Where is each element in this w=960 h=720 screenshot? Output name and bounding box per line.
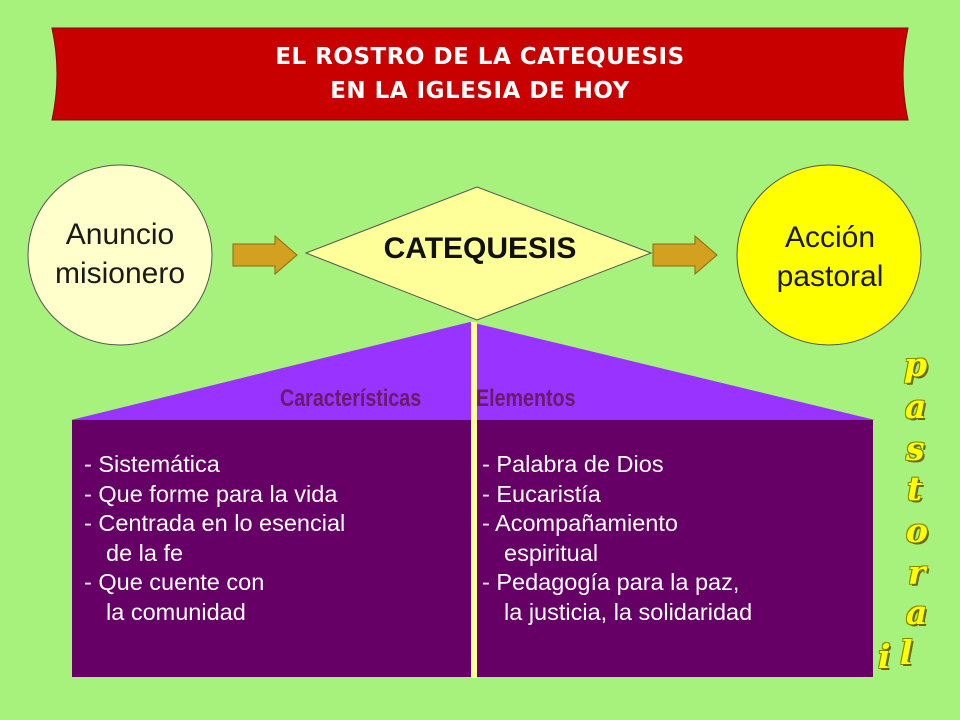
list-item: - Sistemática (84, 451, 220, 477)
caracteristicas-heading: Características (280, 385, 422, 412)
misionero-line: misionero (54, 257, 186, 290)
list-item: - Pedagogía para la paz, (482, 569, 740, 595)
side-letter: p (904, 345, 928, 384)
pastoral-line: pastoral (776, 260, 884, 293)
list-item: - Palabra de Dios (482, 451, 664, 477)
caracteristicas-list (84, 450, 345, 627)
list-item-continuation: espiritual (504, 539, 599, 566)
arrow-right-icon (653, 236, 717, 274)
side-letter: o (906, 511, 929, 550)
side-letter: a (905, 387, 927, 426)
title-line-1: EL ROSTRO DE LA CATEQUESIS (275, 44, 685, 70)
side-letter: s (906, 429, 925, 468)
side-word-pastoral (874, 345, 944, 678)
page-title (120, 40, 840, 108)
list-item-continuation: de la fe (106, 539, 184, 566)
arrow-left-icon (233, 236, 297, 274)
side-letter: t (907, 469, 923, 508)
anuncio-misionero-label (30, 215, 210, 293)
list-item: - Centrada en lo esencial (84, 510, 346, 536)
accion-pastoral-label (740, 218, 920, 296)
catequesis-label: CATEQUESIS (383, 232, 577, 265)
list-item: - Que cuente con (84, 569, 265, 595)
list-item: - Que forme para la vida (84, 480, 338, 507)
list-item-continuation: la justicia, la solidaridad (504, 598, 753, 625)
column-divider (471, 322, 477, 678)
side-letter: i (878, 637, 891, 676)
elementos-heading: Elementos (476, 385, 576, 412)
list-item-continuation: la comunidad (106, 598, 246, 625)
anuncio-line: Anuncio (65, 218, 175, 251)
list-item: - Acompañamiento (482, 510, 678, 536)
accion-line: Acción (784, 221, 876, 254)
list-item: - Eucaristía (482, 480, 601, 507)
side-letter: l (900, 633, 913, 672)
title-line-2: EN LA IGLESIA DE HOY (330, 78, 630, 104)
side-letter: r (908, 553, 926, 592)
elementos-list (482, 450, 752, 627)
side-letter: a (906, 593, 928, 632)
